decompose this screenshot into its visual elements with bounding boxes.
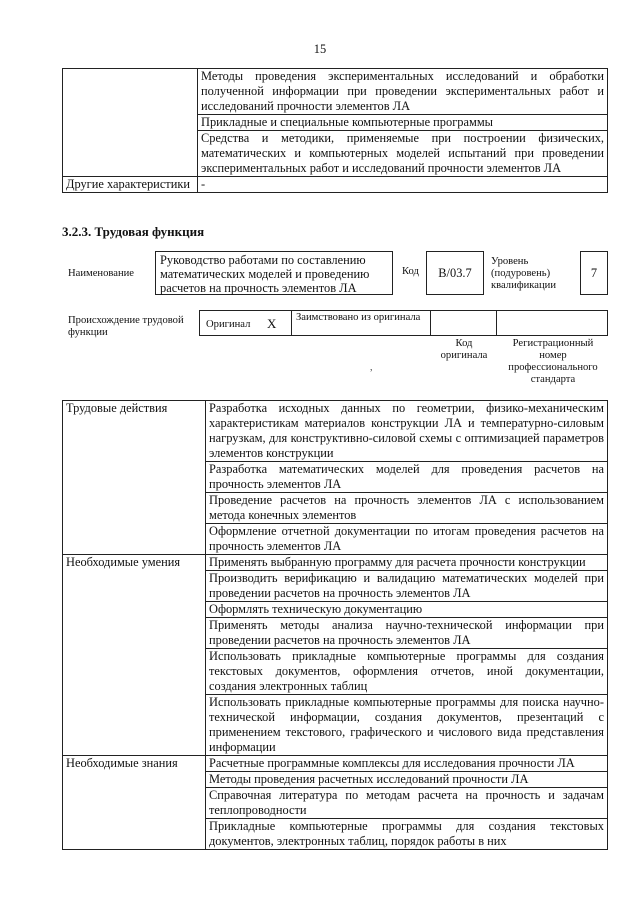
section-title: 3.2.3. Трудовая функция bbox=[62, 224, 205, 239]
row-label-knowledge: Необходимые знания bbox=[63, 756, 206, 850]
table-cell: Использовать прикладные компьютерные программы для поиска научно-технической информации, создания документов, презентаций с применением текстового, графического и числового вида представления информации bbox=[206, 695, 608, 756]
row-label-skills: Необходимые умения bbox=[63, 555, 206, 756]
level-value: 7 bbox=[580, 251, 608, 295]
original-mark: X bbox=[267, 316, 277, 331]
table-cell: Оформлять техническую документацию bbox=[206, 602, 608, 618]
origin-label: Происхождение трудовой функции bbox=[68, 315, 184, 338]
code-original-caption: Код оригинала bbox=[440, 338, 488, 361]
original-label: Оригинал bbox=[206, 319, 251, 330]
table-cell: Разработка исходных данных по геометрии, физико-механическим характеристикам материалов конструкции ЛА и температурно-силовым нагрузкам, для конструктивно-силовой схемы с оптимизацией параметров элементов конструкции bbox=[206, 401, 608, 462]
table-cell: Применять выбранную программу для расчета прочности конструкции bbox=[206, 555, 608, 571]
code-label: Код bbox=[402, 266, 419, 277]
level-label: Уровень (подуровень) квалификации bbox=[491, 256, 556, 291]
name-value: Руководство работами по составлению математических моделей и проведению расчетов на прочность элементов ЛА bbox=[155, 251, 393, 295]
stray-mark: , bbox=[370, 362, 373, 373]
reg-number-caption: Регистрационный номер профессионального стандарта bbox=[508, 338, 598, 385]
table-cell: Проведение расчетов на прочность элементов ЛА с использованием метода конечных элементов bbox=[206, 493, 608, 524]
code-value: B/03.7 bbox=[426, 251, 484, 295]
table-cell: Оформление отчетной документации по итогам проведения расчетов на прочность элементов ЛА bbox=[206, 524, 608, 555]
table-cell: Прикладные компьютерные программы для создания текстовых документов, электронных таблиц, порядок работы в них bbox=[206, 819, 608, 850]
table-cell: Расчетные программные комплексы для исследования прочности ЛА bbox=[206, 756, 608, 772]
table-cell: Производить верификацию и валидацию математических моделей при проведении расчетов на прочность элементов ЛА bbox=[206, 571, 608, 602]
top-table bbox=[62, 68, 608, 193]
borrowed-label: Заимствовано из оригинала bbox=[296, 312, 421, 323]
origin-divider bbox=[496, 310, 497, 336]
top-table-cell: - bbox=[198, 177, 608, 193]
top-table-label: Другие характеристики bbox=[63, 177, 198, 193]
origin-divider bbox=[430, 310, 431, 336]
top-table-cell: Методы проведения экспериментальных исследований и обработки полученной информации при проведении экспериментальных работ и исследований прочности элементов ЛА bbox=[198, 69, 608, 115]
name-label: Наименование bbox=[68, 268, 134, 279]
table-cell: Разработка математических моделей для проведения расчетов на прочность элементов ЛА bbox=[206, 462, 608, 493]
page-number: 15 bbox=[313, 42, 327, 56]
table-cell: Использовать прикладные компьютерные программы для создания текстовых документов, оформления отчетов, иной документации, создания электронных таблиц bbox=[206, 649, 608, 695]
main-table bbox=[62, 400, 608, 850]
top-table-cell: Средства и методики, применяемые при построении физических, математических и компьютерных моделей испытаний при проведении экспериментальных работ и исследований прочности элементов ЛА bbox=[198, 131, 608, 177]
table-cell: Справочная литература по методам расчета на прочность и задачам теплопроводности bbox=[206, 788, 608, 819]
row-label-labor-actions: Трудовые действия bbox=[63, 401, 206, 555]
table-cell: Методы проведения расчетных исследований прочности ЛА bbox=[206, 772, 608, 788]
top-table-cell: Прикладные и специальные компьютерные программы bbox=[198, 115, 608, 131]
origin-divider bbox=[291, 310, 292, 336]
table-cell: Применять методы анализа научно-технической информации при проведении расчетов на прочность элементов ЛА bbox=[206, 618, 608, 649]
top-table-label-empty bbox=[63, 69, 198, 177]
